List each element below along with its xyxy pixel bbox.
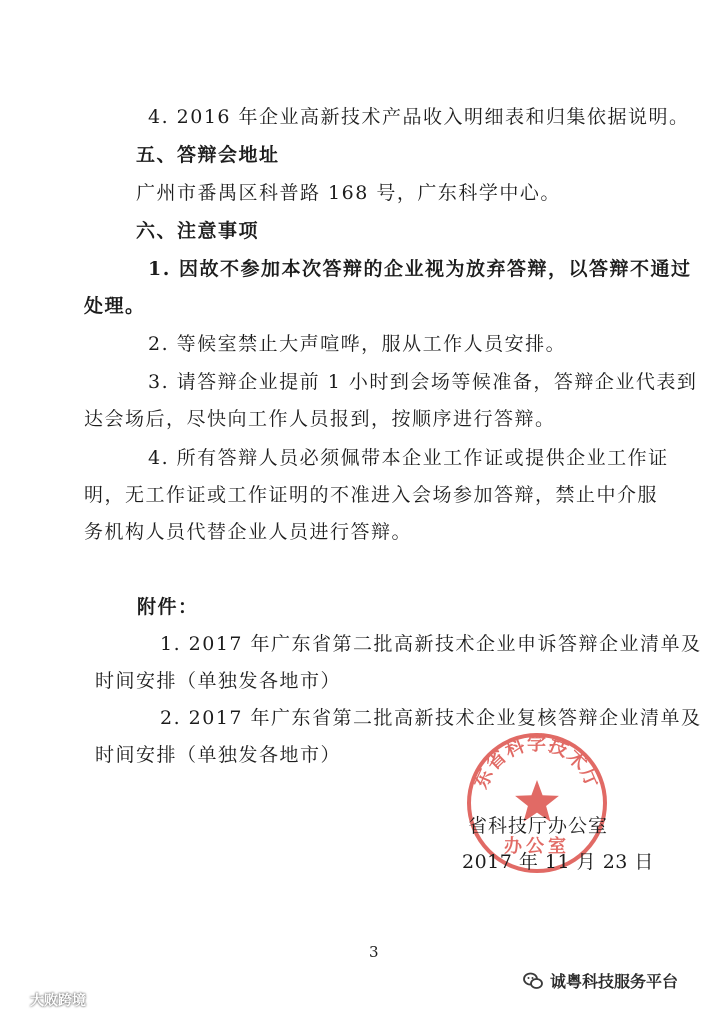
attachments-heading: 附件： — [137, 596, 199, 618]
watermark-left — [6, 990, 86, 1010]
note-3-line-2: 达会场后，尽快向工作人员报到，按顺序进行答辩。 — [84, 408, 556, 430]
watermark-left-text: 大败跨境 — [30, 993, 86, 1009]
wechat-channel-icon — [522, 970, 544, 992]
attachment-2-line-1: 2. 2017 年广东省第二批高新技术企业复核答辩企业清单及 — [160, 707, 702, 729]
signing-date: 2017 年 11 月 23 日 — [462, 851, 654, 873]
note-1-line-2: 处理。 — [84, 295, 146, 317]
chat-bubble-icon — [6, 992, 26, 1008]
attachment-1-line-2: 时间安排（单独发各地市） — [95, 670, 342, 692]
body-line-1: 4. 2016 年企业高新技术产品收入明细表和归集依据说明。 — [148, 106, 690, 128]
watermark-right-text: 诚粤科技服务平台 — [550, 972, 679, 991]
note-2: 2. 等候室禁止大声喧哗，服从工作人员安排。 — [148, 333, 567, 355]
seal-top-text: 东省科学技术厅 — [469, 732, 605, 793]
note-4-line-1: 4. 所有答辩人员必须佩带本企业工作证或提供企业工作证 — [148, 447, 669, 469]
attachment-2-line-2: 时间安排（单独发各地市） — [95, 744, 342, 766]
note-4-line-3: 务机构人员代替企业人员进行答辩。 — [84, 521, 413, 543]
page-number: 3 — [369, 943, 379, 961]
watermark-right — [522, 969, 678, 992]
section-heading-address: 五、答辩会地址 — [136, 144, 280, 166]
note-4-line-2: 明，无工作证或工作证明的不准进入会场参加答辩，禁止中介服 — [84, 484, 659, 506]
note-1-line-1: 1. 因故不参加本次答辩的企业视为放弃答辩，以答辩不通过 — [148, 258, 692, 280]
section-heading-notes: 六、注意事项 — [136, 220, 260, 242]
body-line-address: 广州市番禺区科普路 168 号，广东科学中心。 — [136, 182, 561, 204]
note-3-line-1: 3. 请答辩企业提前 1 小时到会场等候准备，答辩企业代表到 — [148, 371, 698, 393]
seal-bottom-text: 办公室 — [504, 836, 570, 857]
attachment-1-line-1: 1. 2017 年广东省第二批高新技术企业申诉答辩企业清单及 — [160, 633, 702, 655]
signing-organization: 省科技厅办公室 — [468, 815, 609, 837]
